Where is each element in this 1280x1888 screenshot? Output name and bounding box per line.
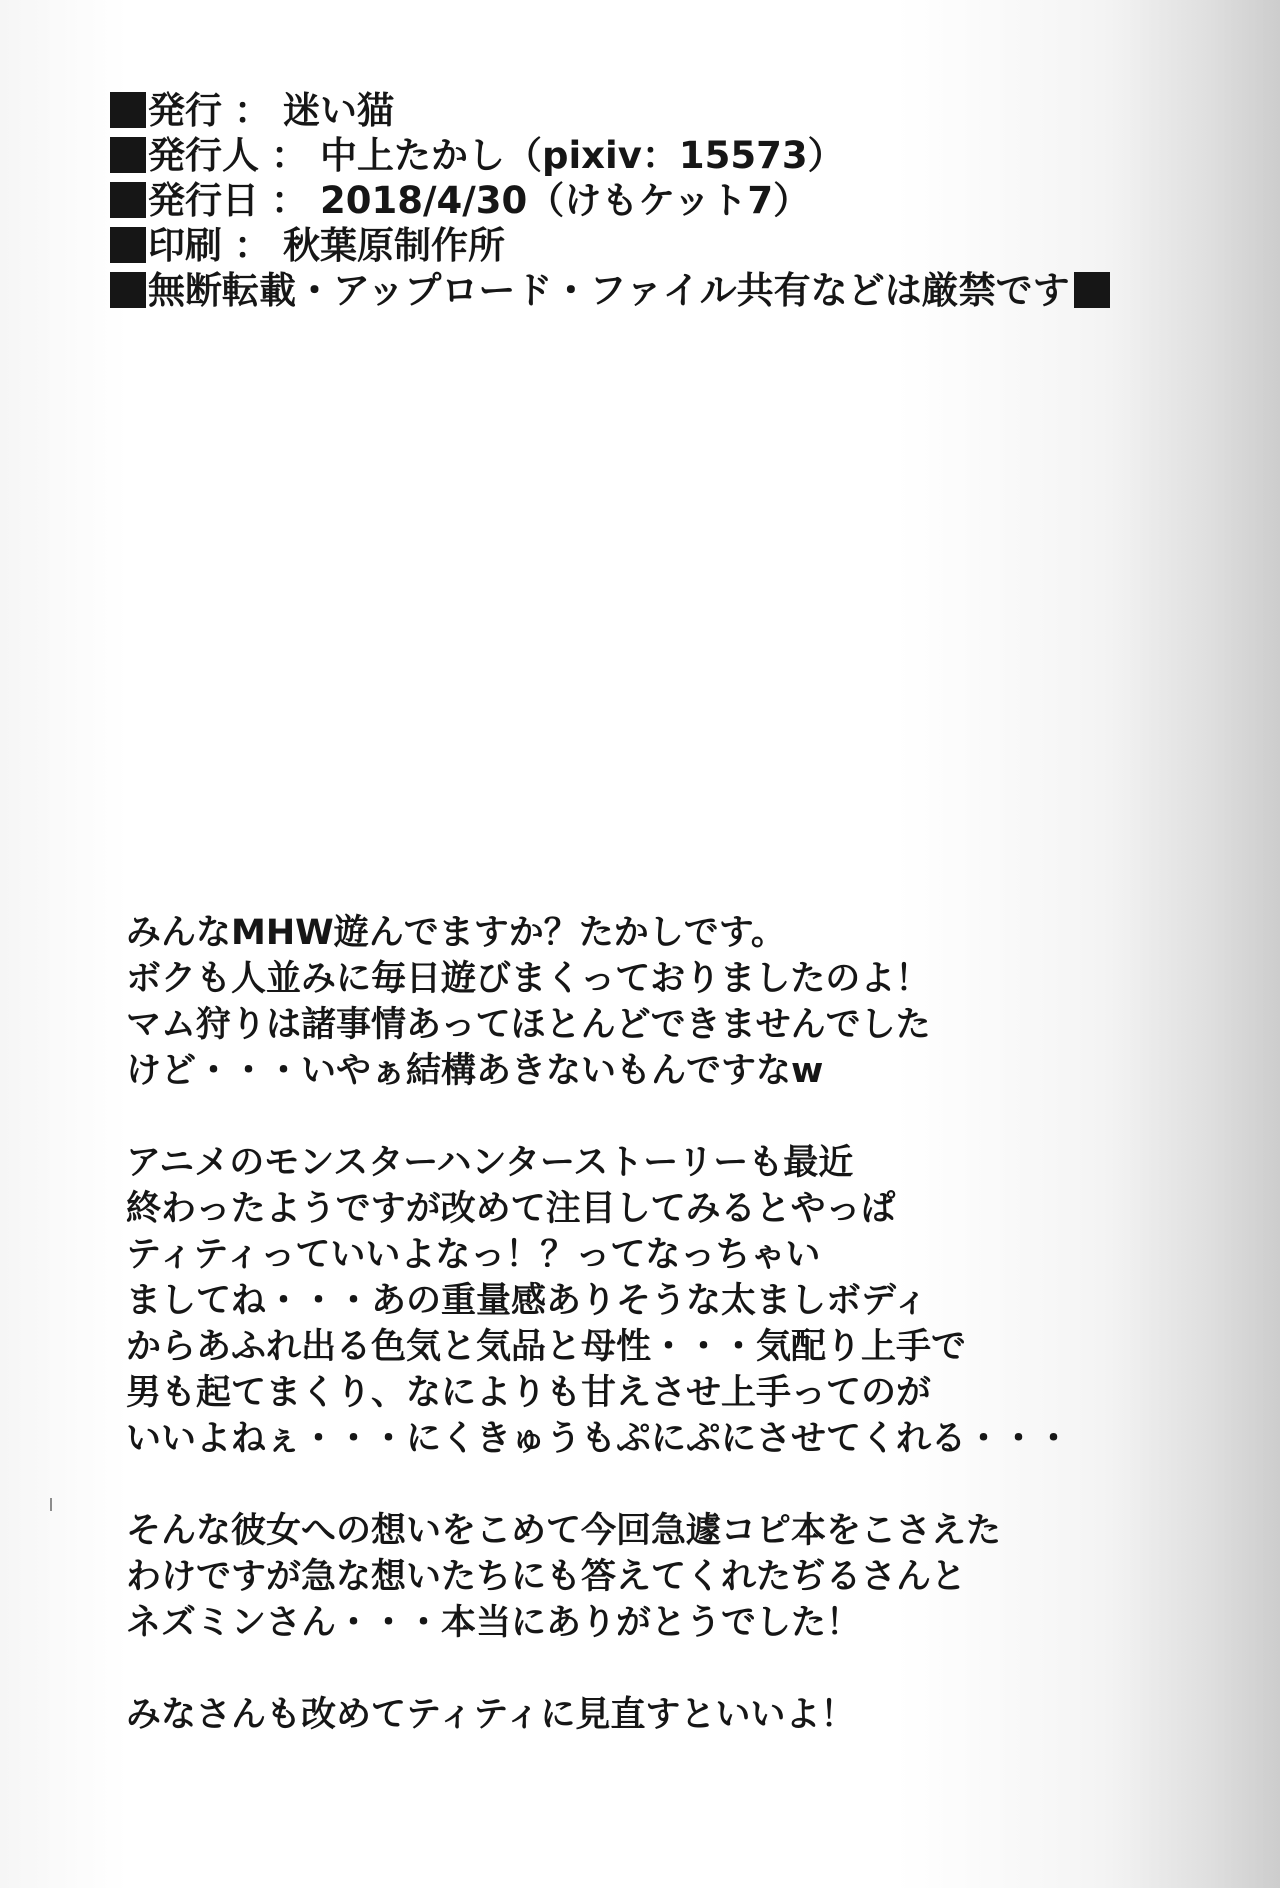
- afterword-paragraph: [126, 1508, 1126, 1646]
- afterword-line: アニメのモンスターハンターストーリーも最近: [126, 1143, 854, 1183]
- colophon-separator: ：: [271, 179, 308, 222]
- afterword-paragraph: [126, 1692, 1126, 1738]
- colophon-label: 発行日: [148, 179, 259, 222]
- afterword-line: ティティっていいよなっ！？ってなっちゃい: [126, 1235, 821, 1275]
- colophon-printer: [110, 223, 1210, 268]
- afterword: [126, 910, 1126, 1738]
- afterword-line: みなさんも改めてティティに見直すといいよ！: [126, 1695, 856, 1735]
- afterword-line: 男も起てまくり、なによりも甘えさせ上手ってのが: [126, 1373, 932, 1413]
- paper-speck: [50, 1498, 52, 1511]
- colophon-label: 発行: [148, 89, 222, 132]
- afterword-line: そんな彼女への想いをこめて今回急遽コピ本をこさえた: [126, 1511, 1002, 1551]
- colophon-value: 迷い猫: [283, 89, 394, 132]
- colophon: [110, 88, 1210, 313]
- afterword-line: 終わったようですが改めて注目してみるとやっぱ: [126, 1189, 896, 1229]
- colophon-separator: ：: [271, 134, 308, 177]
- bullet-square-icon: [110, 92, 146, 128]
- colophon-publisher: [110, 88, 1210, 133]
- copyright-notice: [110, 268, 1210, 313]
- bullet-square-icon: [1074, 272, 1110, 308]
- colophon-value: 中上たかし（pixiv：15573）: [320, 134, 845, 177]
- afterword-line: ましてね・・・あの重量感ありそうな太ましボディ: [126, 1281, 929, 1321]
- colophon-value: 2018/4/30（けもケット7）: [320, 179, 811, 222]
- notice-text: 無断転載・アップロード・ファイル共有などは厳禁です: [148, 269, 1070, 312]
- afterword-line: いいよねぇ・・・にくきゅうもぷにぷにさせてくれる・・・: [126, 1419, 1072, 1459]
- afterword-paragraph: [126, 1140, 1126, 1462]
- colophon-label: 発行人: [148, 134, 259, 177]
- colophon-date: [110, 178, 1210, 223]
- colophon-separator: ：: [234, 224, 271, 267]
- colophon-value: 秋葉原制作所: [283, 224, 505, 267]
- colophon-separator: ：: [234, 89, 271, 132]
- bullet-square-icon: [110, 227, 146, 263]
- afterword-line: マム狩りは諸事情あってほとんどできませんでした: [126, 1005, 931, 1045]
- afterword-paragraph: [126, 910, 1126, 1094]
- afterword-line: からあふれ出る色気と気品と母性・・・気配り上手で: [126, 1327, 967, 1367]
- afterword-line: けど・・・いやぁ結構あきないもんですなw: [126, 1051, 824, 1091]
- afterword-line: ボクも人並みに毎日遊びまくっておりましたのよ！: [126, 959, 931, 999]
- afterword-line: わけですが急な想いたちにも答えてくれたぢるさんと: [126, 1557, 967, 1597]
- colophon-label: 印刷: [148, 224, 222, 267]
- bullet-square-icon: [110, 272, 146, 308]
- bullet-square-icon: [110, 182, 146, 218]
- bullet-square-icon: [110, 137, 146, 173]
- colophon-author: [110, 133, 1210, 178]
- afterword-line: ネズミンさん・・・本当にありがとうでした！: [126, 1603, 862, 1643]
- afterword-line: みんなMHW遊んでますか？たかしです。: [126, 913, 786, 953]
